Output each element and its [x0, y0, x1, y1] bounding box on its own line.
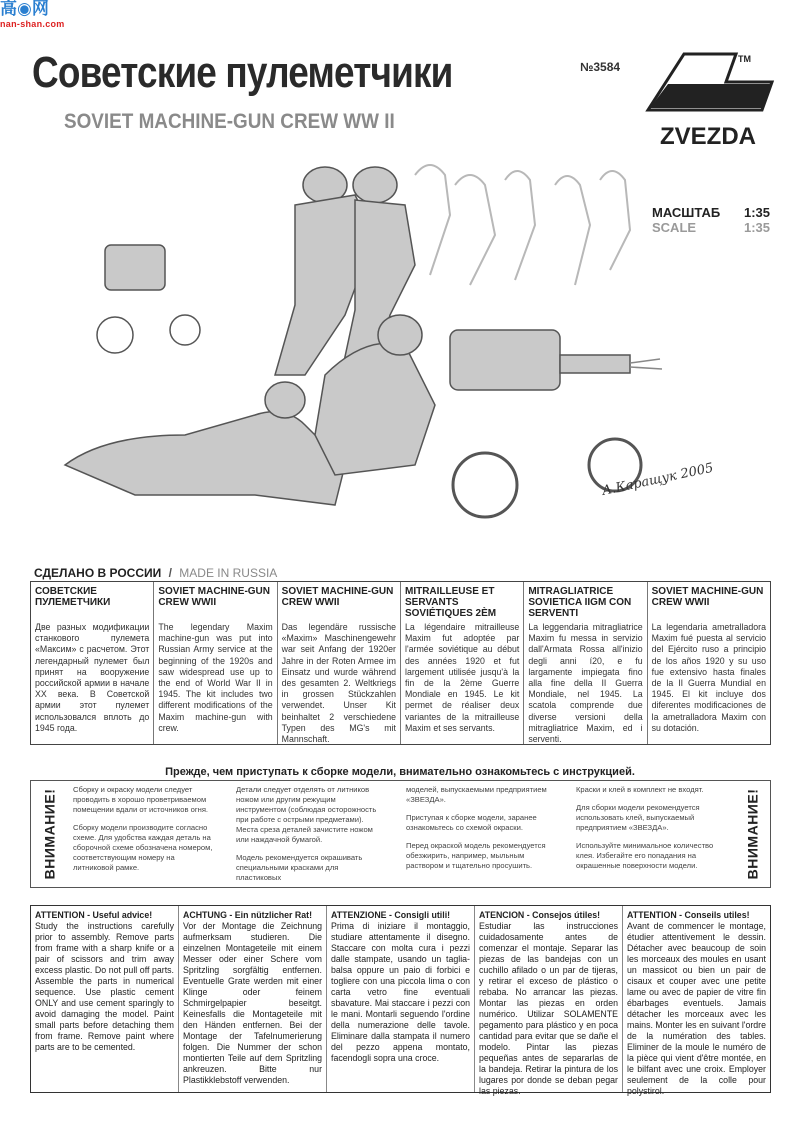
- box-art-illustration: [55, 145, 775, 565]
- made-in-en: MADE IN RUSSIA: [179, 566, 278, 580]
- attention-heading: ATTENTION - Conseils utiles!: [627, 910, 750, 920]
- attention-heading: ATENCION - Consejos útiles!: [479, 910, 601, 920]
- warning-column: Краски и клей в комплект не входят. Для сборки модели рекомендуется использовать клей, выпускаемый предприятием «ЗВЕЗДА». Используйте минимальное количество клея. Избегайте его попадания на окрашенные поверхности модели.: [576, 785, 714, 870]
- before-assembly-notice: Прежде, чем приступать к сборке модели, внимательно ознакомьтесь с инструкцией.: [165, 766, 635, 778]
- attention-column: [31, 906, 178, 1092]
- zvezda-logo-icon: [638, 48, 778, 152]
- description-text: Две разных модификации станкового пулемета «Максим» с расчетом. Этот легендарный пулемет был принят на вооружение российской армии в начале XX века. В Советской армии этот пулемет использовался вплоть до 1945 года.: [35, 622, 150, 733]
- brand-name: ZVEZDA: [660, 123, 756, 150]
- made-in-ru: СДЕЛАНО В РОССИИ: [34, 566, 162, 580]
- description-heading: SOVIET MACHINE-GUN CREW WWII: [158, 586, 270, 608]
- attention-text: Estudiar las instrucciones cuidadosamente antes de comenzar el montaje. Separar las piezas de las bandejas con un cuchillo afilado o un par de tijeras, y retirar el exceso de plástico o rebaba. No arrancar las piezas. Montar las piezas en orden numérico. Utilizar SOLAMENTE pegamento para plástico y en poca cantidad para evitar que se dañe el modelo. Pintar las piezas pequeñas antes de separarlas de la bandeja. Retirar la pintura de los lugares por donde se deban pegar las piezas.: [479, 921, 618, 1096]
- description-box: [30, 581, 771, 745]
- warning-label-left: ВНИМАНИЕ!: [41, 788, 58, 880]
- description-heading: MITRAILLEUSE ET SERVANTS SOVIÉTIQUES 2ÈM: [404, 586, 497, 619]
- warning-column: Детали следует отделять от литников ножом или другим режущим инструментом (соблюдая осторожность при работе с острыми предметами). Места среза деталей зачистите ножом или наждачной бумагой. Модель рекомендуется окрашивать специальными красками для пластиковых: [236, 785, 377, 882]
- description-column: [153, 582, 276, 744]
- box-art-drawing: [55, 145, 775, 565]
- made-in-russia: [34, 566, 277, 580]
- attention-box: [30, 905, 771, 1096]
- attention-column: [326, 906, 474, 1092]
- attention-column: [178, 906, 326, 1092]
- description-text: La légendaire mitrailleuse Maxim fut adoptée par l'armée soviétique au début des années 1920 et fut largement utilisée jusqu'à la fin de la 2ème Guerre Mondiale en 1945. Le kit permet de réaliser deux variantes de la mitrailleuse Maxim et ses servants.: [404, 622, 520, 733]
- description-text: La legendaria ametralladora Maxim fué puesta al servicio del Ejército ruso a principio de los años 1920 y su uso fue extensivo hasta finales de la II Guerra Mundial en 1945. El kit incluye dos diferentes modificaciones de la ametralladora Maxim con su dotación.: [651, 622, 766, 733]
- warning-column: моделей, выпускаемыми предприятием «ЗВЕЗДА». Приступая к сборке модели, заранее ознакомьтесь со схемой окраски. Перед окраской модель рекомендуется обезжирить, например, мыльным раствором и тщательно просушить.: [406, 785, 547, 870]
- attention-text: Prima di iniziare il montaggio, studiare attentamente il disegno. Staccare con molta cura i pezzi dalle stampate, usando un taglia-balsa oppure un paio di forbici e togliere con una piccola lima o con carta vetro fine eventuali sbavature. Mai staccare i pezzi con le mani. Montarli seguendo l'ordine della numerazione delle tavole. Eliminare dalla stampata il numero del pezzo appena montato, facendogli sopra una croce.: [331, 921, 470, 1063]
- warning-box: [30, 780, 771, 888]
- description-text: Das legendäre russische «Maxim» Maschinengewehr war seit Anfang der 1920er Jahre in der Roten Armee im Einsatz und wurde während des gesamten 2. Weltkriegs in grossen Stückzahlen verwendet. Unser Kit beinhaltet 2 verschiedene Typen des MG's mit Mannschaft.: [281, 622, 396, 745]
- page-title-ru: Советские пулеметчики: [32, 48, 453, 97]
- attention-heading: ATTENZIONE - Consigli utili!: [331, 910, 451, 920]
- description-column: [647, 582, 770, 744]
- watermark: [0, 0, 95, 38]
- trademark: TM: [738, 54, 751, 64]
- attention-text: Avant de commencer le montage, étudier attentivement le dessin. Détacher avec beaucoup de soin les morceaux des moules en usant un massicot ou bien un pair de cisaux et couper avec une petite lame ou avec de papier de vitre fin ébarbages eventuels. Jamais détacher les morceaux avec les mains. Monter les en suivant l'ordre de la numération des tables. Eliminer de la moule le numéro de la pièce qui vient d'être montée, en le bilfant avec une croix. Employer seulement de la colle pour polystirol.: [627, 921, 766, 1096]
- scale-value-ru: 1:35: [743, 205, 770, 220]
- description-heading: SOVIET MACHINE-GUN CREW WWII: [281, 586, 394, 608]
- scale-label-ru: МАСШТАБ: [652, 205, 721, 220]
- zvezda-logo: [638, 48, 778, 152]
- attention-column: [474, 906, 622, 1096]
- catalog-number: №3584: [580, 60, 621, 74]
- description-column: [277, 582, 400, 744]
- attention-heading: ATTENTION - Useful advice!: [35, 910, 153, 920]
- watermark-url: nan-shan.com: [0, 19, 65, 29]
- artist-signature: А.Каращук 2005: [600, 460, 715, 499]
- warning-column: Сборку и окраску модели следует проводить в хорошо проветриваемом помещении вдали от источников огня. Сборку модели производите согласно схеме. Для удобства каждая деталь на сборочной схеме обозначена номером, соответствующим номеру на литниковой рамке.: [73, 785, 213, 872]
- warning-label-right: ВНИМАНИЕ!: [744, 788, 761, 880]
- description-heading: СОВЕТСКИЕ ПУЛЕМЕТЧИКИ: [35, 586, 111, 608]
- description-text: The legendary Maxim machine-gun was put into Russian Army service at the beginning of the 1920s and saw widespread use up to the end of World War II in 1945. The kit includes two different modifications of the Maxim machine-gun with crew.: [158, 622, 273, 733]
- page-title-en: SOVIET MACHINE-GUN CREW WW II: [64, 110, 395, 133]
- attention-column: [622, 906, 770, 1096]
- scale-label-en: SCALE: [652, 220, 697, 235]
- description-text: La leggendaria mitragliatrice Maxim fu messa in servizio dall'Armata Rossa all'inizio degli anni í20, e fu largamente impiegata fino alla fine della II Guerra Mondiale, nel 1945. La scatola comprende due diverse versioni della mitragliatrice Maxim, ed i serventi.: [528, 622, 643, 745]
- made-in-separator: /: [168, 566, 172, 580]
- watermark-glyphs: 高◉网: [0, 0, 49, 19]
- attention-heading: ACHTUNG - Ein nützlicher Rat!: [183, 910, 313, 920]
- description-column: [31, 582, 153, 744]
- description-heading: MITRAGLIATRICE SOVIETICA IIGM CON SERVENTI: [528, 586, 632, 619]
- scale-value-en: 1:35: [743, 220, 770, 235]
- description-heading: SOVIET MACHINE-GUN CREW WWII: [651, 586, 764, 608]
- attention-text: Study the instructions carefully prior to assembly. Remove parts from frame with a sharp knife or a pair of scissors and trim away excess plastic. Do not pull off parts. Assemble the parts in numerical sequence. Use plastic cement ONLY and use cement sparingly to avoid damaging the model. Paint small parts before detaching them from frame. Remove paint where parts are to be cemented.: [35, 921, 174, 1052]
- attention-text: Vor der Montage die Zeichnung aufmerksam studieren. Die einzelnen Montageteile mit einem Messer oder einer Schere vom Spritzling sorgfältig entfernen. Eventuelle Grate werden mit einer Klinge oder feinem Schmirgelpapier beseitgt. Keinesfalls die Montageteile mit den Händen entfernen. Bei der Montage der Tafelnumerierung folgen. Die Nummer der schon montierten Teile auf dem Spritzling ankreuzen. Bitte nur Plastikklebstoff verwenden.: [183, 921, 322, 1085]
- description-column: [400, 582, 523, 744]
- description-column: [523, 582, 646, 744]
